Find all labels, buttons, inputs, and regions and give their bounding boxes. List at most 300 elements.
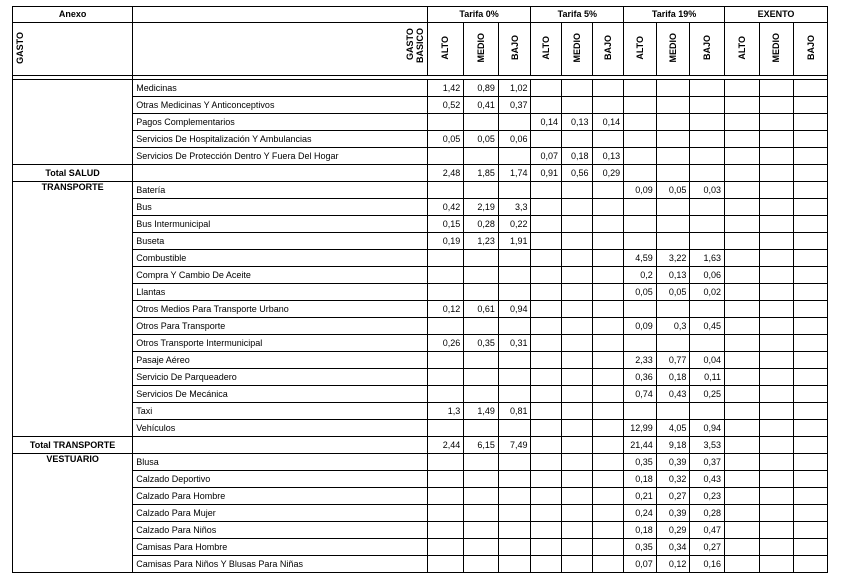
t0-value-alto: 0,52 [427,97,464,114]
t19-value-bajo [690,114,725,131]
ex-value-bajo [794,250,828,267]
t5-value-medio [562,267,593,284]
t0-value-bajo [498,284,531,301]
t19-alto-header: ALTO [624,23,657,76]
tarifa5-header: Tarifa 5% [531,7,624,23]
ex-value-bajo [794,352,828,369]
t0-value-medio [464,420,499,437]
t5-value-medio [562,182,593,199]
table-row [13,471,828,488]
t19-value-bajo: 0,16 [690,556,725,573]
t5-value-alto: 0,91 [531,165,562,182]
t19-value-medio [656,131,690,148]
item-name: Combustible [133,250,427,267]
ex-value-alto [725,80,760,97]
ex-medio-header: MEDIO [759,23,794,76]
ex-value-bajo [794,216,828,233]
t0-value-alto: 1,42 [427,80,464,97]
t5-value-medio [562,233,593,250]
t0-value-medio: 0,89 [464,80,499,97]
t0-value-medio: 1,85 [464,165,499,182]
t19-value-bajo [690,199,725,216]
table-row [13,420,828,437]
t0-value-bajo [498,556,531,573]
total-row [13,437,828,454]
blank-header [133,7,427,23]
t0-value-medio [464,352,499,369]
ex-value-medio [759,267,794,284]
t5-value-medio [562,131,593,148]
t0-value-medio [464,267,499,284]
table-row [13,335,828,352]
t5-value-medio [562,250,593,267]
t5-value-bajo [592,437,624,454]
table-row [13,148,828,165]
ex-value-bajo [794,148,828,165]
t5-value-medio [562,420,593,437]
t0-value-alto: 0,19 [427,233,464,250]
ex-value-alto [725,420,760,437]
t5-value-alto [531,335,562,352]
t19-value-alto: 0,18 [624,522,657,539]
t0-value-medio [464,182,499,199]
item-name: Servicios De Hospitalización Y Ambulancias [133,131,427,148]
table-row [13,131,828,148]
table-row [13,318,828,335]
t0-value-medio [464,454,499,471]
t5-value-bajo: 0,29 [592,165,624,182]
t19-value-bajo [690,233,725,250]
t0-value-bajo [498,114,531,131]
t19-value-bajo [690,148,725,165]
t19-value-medio: 0,3 [656,318,690,335]
t0-value-bajo [498,386,531,403]
t19-value-alto: 12,99 [624,420,657,437]
t0-value-bajo [498,454,531,471]
t5-value-medio: 0,13 [562,114,593,131]
t19-value-bajo [690,165,725,182]
ex-value-medio [759,199,794,216]
t19-value-bajo [690,403,725,420]
table-row [13,454,828,471]
t0-value-medio: 1,49 [464,403,499,420]
ex-value-medio [759,131,794,148]
t5-value-medio [562,369,593,386]
t0-value-alto [427,148,464,165]
ex-value-bajo [794,165,828,182]
t0-value-medio: 2,19 [464,199,499,216]
t19-value-medio [656,148,690,165]
t19-value-bajo: 0,23 [690,488,725,505]
t0-value-bajo: 1,91 [498,233,531,250]
ex-value-medio [759,505,794,522]
t0-value-medio [464,471,499,488]
ex-value-medio [759,539,794,556]
t0-value-alto [427,505,464,522]
t19-value-medio: 4,05 [656,420,690,437]
ex-value-alto [725,454,760,471]
t5-value-bajo [592,216,624,233]
t0-value-medio [464,114,499,131]
ex-value-alto [725,488,760,505]
total-label: Total TRANSPORTE [13,437,133,454]
ex-value-bajo [794,369,828,386]
t19-value-bajo: 0,47 [690,522,725,539]
ex-value-alto [725,131,760,148]
ex-value-alto [725,522,760,539]
t5-value-medio [562,471,593,488]
ex-value-bajo [794,131,828,148]
t5-bajo-header: BAJO [592,23,624,76]
t0-value-bajo: 7,49 [498,437,531,454]
header-row-levels [13,23,828,76]
ex-value-medio [759,114,794,131]
t0-bajo-header: BAJO [498,23,531,76]
ex-value-medio [759,386,794,403]
ex-value-alto [725,182,760,199]
t19-value-alto [624,148,657,165]
ex-value-bajo [794,267,828,284]
t19-value-bajo: 1,63 [690,250,725,267]
item-name: Pagos Complementarios [133,114,427,131]
t19-value-medio: 0,27 [656,488,690,505]
t19-medio-header: MEDIO [656,23,690,76]
t5-value-bajo [592,182,624,199]
ex-value-medio [759,233,794,250]
t0-value-medio: 0,28 [464,216,499,233]
t5-value-alto [531,454,562,471]
t0-value-bajo [498,369,531,386]
t5-value-alto [531,182,562,199]
t19-value-alto [624,335,657,352]
t19-value-alto [624,114,657,131]
t0-value-alto [427,352,464,369]
t0-value-bajo: 3,3 [498,199,531,216]
t5-value-bajo [592,522,624,539]
t0-value-medio [464,250,499,267]
ex-value-medio [759,335,794,352]
item-name: Otros Para Transporte [133,318,427,335]
t5-value-bajo [592,556,624,573]
ex-bajo-header: BAJO [794,23,828,76]
table-row [13,182,828,199]
item-name: Servicio De Parqueadero [133,369,427,386]
t5-value-bajo [592,80,624,97]
t0-value-medio: 0,61 [464,301,499,318]
t5-value-medio [562,352,593,369]
t0-value-bajo [498,522,531,539]
t5-value-bajo [592,267,624,284]
ex-value-medio [759,250,794,267]
t19-value-alto [624,80,657,97]
ex-value-bajo [794,386,828,403]
t19-value-alto: 0,07 [624,556,657,573]
t5-value-medio: 0,18 [562,148,593,165]
ex-value-bajo [794,420,828,437]
t0-value-alto: 1,3 [427,403,464,420]
t5-value-bajo: 0,13 [592,148,624,165]
t19-value-medio [656,233,690,250]
t5-value-bajo [592,488,624,505]
ex-value-alto [725,267,760,284]
t5-value-bajo [592,284,624,301]
t0-value-alto: 0,26 [427,335,464,352]
t5-value-alto [531,539,562,556]
t5-value-alto [531,250,562,267]
t0-value-alto [427,267,464,284]
t19-value-medio: 0,39 [656,505,690,522]
ex-value-alto [725,352,760,369]
t19-value-alto: 21,44 [624,437,657,454]
t0-value-alto [427,250,464,267]
t19-value-medio: 3,22 [656,250,690,267]
t0-value-medio [464,148,499,165]
ex-value-alto [725,318,760,335]
t19-value-alto: 4,59 [624,250,657,267]
item-name: Compra Y Cambio De Aceite [133,267,427,284]
t0-value-medio [464,488,499,505]
t0-value-alto [427,386,464,403]
t0-value-medio [464,369,499,386]
ex-value-medio [759,284,794,301]
t0-value-alto [427,369,464,386]
t19-value-bajo [690,80,725,97]
t19-value-bajo: 0,94 [690,420,725,437]
t19-value-medio [656,97,690,114]
t0-value-alto [427,114,464,131]
item-name: Llantas [133,284,427,301]
t0-value-alto: 0,12 [427,301,464,318]
ex-value-medio [759,182,794,199]
t0-value-bajo [498,352,531,369]
t0-value-medio: 6,15 [464,437,499,454]
ex-value-alto [725,301,760,318]
item-name: Calzado Para Niños [133,522,427,539]
ex-value-medio [759,488,794,505]
t5-value-medio [562,318,593,335]
t0-value-alto [427,539,464,556]
t0-value-alto [427,420,464,437]
table-row [13,386,828,403]
ex-value-bajo [794,556,828,573]
t19-value-medio: 0,05 [656,182,690,199]
t19-value-alto: 0,09 [624,182,657,199]
ex-value-alto [725,148,760,165]
ex-value-alto [725,539,760,556]
t0-value-alto: 0,42 [427,199,464,216]
item-name: Batería [133,182,427,199]
t19-value-alto [624,199,657,216]
t5-value-medio [562,199,593,216]
t19-value-bajo: 3,53 [690,437,725,454]
t5-value-bajo [592,250,624,267]
item-name: Vehículos [133,420,427,437]
ex-value-alto [725,233,760,250]
t19-value-bajo: 0,28 [690,505,725,522]
table-row [13,284,828,301]
ex-value-bajo [794,522,828,539]
t5-value-alto [531,352,562,369]
t19-value-bajo: 0,02 [690,284,725,301]
table-row [13,114,828,131]
t0-value-bajo: 0,22 [498,216,531,233]
ex-value-alto [725,556,760,573]
t0-value-medio [464,284,499,301]
t5-value-alto [531,471,562,488]
ex-value-alto [725,437,760,454]
item-name: Camisas Para Niños Y Blusas Para Niñas [133,556,427,573]
ex-value-bajo [794,80,828,97]
table-row [13,505,828,522]
ex-value-alto [725,114,760,131]
header-row-groups [13,7,828,23]
t5-value-alto [531,369,562,386]
table-row [13,267,828,284]
ex-value-bajo [794,301,828,318]
t5-value-alto [531,80,562,97]
t5-value-bajo [592,420,624,437]
t19-value-alto [624,403,657,420]
t19-value-medio [656,80,690,97]
table-row [13,522,828,539]
t19-value-medio: 0,32 [656,471,690,488]
t5-value-medio [562,539,593,556]
ex-value-medio [759,318,794,335]
t5-value-medio [562,505,593,522]
t19-value-bajo [690,216,725,233]
t0-value-bajo: 1,02 [498,80,531,97]
t5-value-bajo [592,233,624,250]
t0-value-medio: 0,41 [464,97,499,114]
ex-value-medio [759,471,794,488]
t0-value-alto: 2,44 [427,437,464,454]
t0-value-bajo: 0,81 [498,403,531,420]
t19-value-medio: 0,34 [656,539,690,556]
t0-value-medio [464,386,499,403]
t0-value-bajo [498,505,531,522]
item-name: Otros Transporte Intermunicipal [133,335,427,352]
t19-bajo-header: BAJO [690,23,725,76]
t0-value-alto [427,488,464,505]
t19-value-bajo [690,301,725,318]
t19-value-medio: 0,12 [656,556,690,573]
t5-value-alto [531,318,562,335]
t0-value-medio [464,318,499,335]
t19-value-medio [656,199,690,216]
t5-value-bajo [592,369,624,386]
t5-value-bajo [592,199,624,216]
table-row [13,556,828,573]
table-row [13,216,828,233]
t19-value-alto [624,131,657,148]
ex-value-medio [759,403,794,420]
t0-value-bajo [498,148,531,165]
tarifa19-header: Tarifa 19% [624,7,725,23]
t5-value-medio [562,403,593,420]
ex-value-alto [725,369,760,386]
ex-value-alto [725,386,760,403]
item-name: Calzado Para Hombre [133,488,427,505]
t19-value-alto: 0,74 [624,386,657,403]
t0-value-bajo: 0,06 [498,131,531,148]
t0-value-medio: 1,23 [464,233,499,250]
t19-value-alto: 0,05 [624,284,657,301]
tarifa0-header: Tarifa 0% [427,7,531,23]
item-name: Servicios De Mecánica [133,386,427,403]
ex-value-alto [725,505,760,522]
item-name-cell [133,437,427,454]
t5-medio-header: MEDIO [562,23,593,76]
item-name: Blusa [133,454,427,471]
item-name: Servicios De Protección Dentro Y Fuera Del Hogar [133,148,427,165]
t19-value-bajo [690,335,725,352]
t19-value-bajo: 0,11 [690,369,725,386]
t5-value-alto [531,267,562,284]
t5-value-medio [562,216,593,233]
t19-value-alto: 0,24 [624,505,657,522]
t0-value-bajo [498,471,531,488]
t5-value-alto [531,216,562,233]
t0-value-medio: 0,05 [464,131,499,148]
ex-value-medio [759,437,794,454]
t5-value-medio [562,97,593,114]
t19-value-medio: 0,05 [656,284,690,301]
t19-value-medio: 0,13 [656,267,690,284]
t5-value-alto [531,199,562,216]
t0-value-medio: 0,35 [464,335,499,352]
table-body [13,76,828,573]
t0-value-bajo: 0,94 [498,301,531,318]
t19-value-medio [656,403,690,420]
table-row [13,539,828,556]
ex-value-bajo [794,284,828,301]
t19-value-alto: 2,33 [624,352,657,369]
item-name: Calzado Para Mujer [133,505,427,522]
t19-value-medio [656,216,690,233]
t0-value-bajo [498,267,531,284]
t0-alto-header: ALTO [427,23,464,76]
ex-value-medio [759,352,794,369]
ex-value-medio [759,97,794,114]
table-row [13,352,828,369]
t5-value-bajo [592,318,624,335]
t5-value-bajo [592,454,624,471]
t5-value-medio [562,522,593,539]
table-row [13,199,828,216]
item-name: Otras Medicinas Y Anticonceptivos [133,97,427,114]
t0-value-alto [427,471,464,488]
t19-value-bajo: 0,06 [690,267,725,284]
ex-value-bajo [794,182,828,199]
t0-value-bajo: 0,31 [498,335,531,352]
t0-value-bajo [498,420,531,437]
t19-value-bajo [690,97,725,114]
ex-value-alto [725,284,760,301]
t5-value-bajo [592,301,624,318]
t5-value-medio [562,437,593,454]
t5-value-bajo: 0,14 [592,114,624,131]
item-name: Buseta [133,233,427,250]
t19-value-medio: 0,43 [656,386,690,403]
category-label: VESTUARIO [13,454,133,573]
t19-value-medio: 9,18 [656,437,690,454]
item-name: Taxi [133,403,427,420]
ex-value-bajo [794,471,828,488]
table-row [13,301,828,318]
table-row [13,250,828,267]
ex-value-bajo [794,454,828,471]
t5-value-medio [562,80,593,97]
